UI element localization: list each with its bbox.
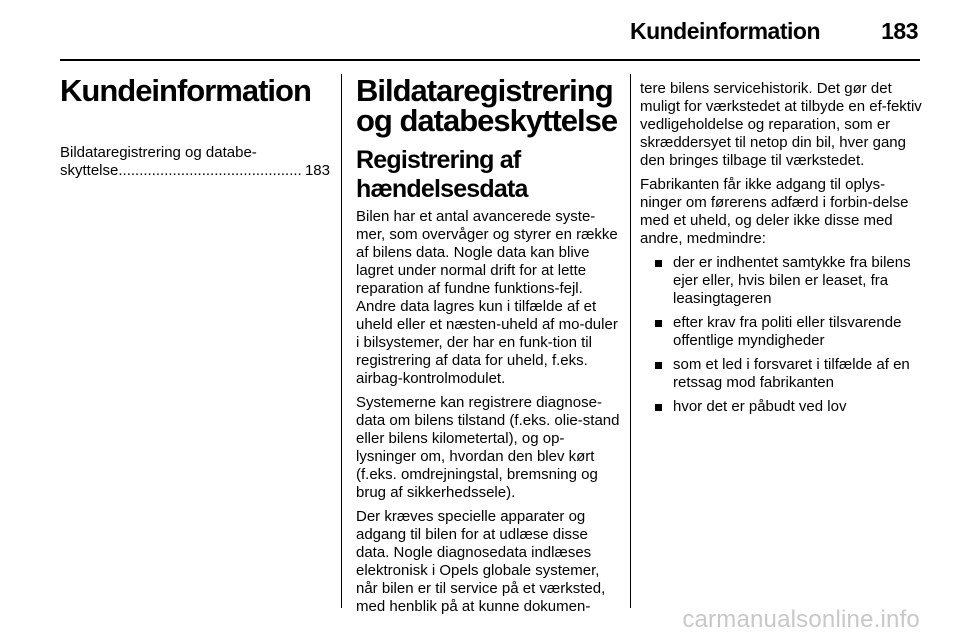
- running-header-title: Kundeinformation: [629, 18, 820, 44]
- toc-page-number: 183: [304, 162, 330, 179]
- bullet-list: [640, 254, 922, 416]
- column-main: [356, 66, 624, 622]
- toc-entry-line1: Bildataregistrering og databe-: [60, 144, 257, 161]
- paragraph: Systemerne kan registrere diagnose-data om bilens tilstand (f.eks. olie-stand eller bilens kilometertal), og op-lysninger om, hvordan den blev kørt (f.eks. omdrejningstal, bremsning og brug af sikkerhedssele).: [356, 394, 620, 501]
- column-divider-1: [341, 74, 342, 608]
- column-divider-2: [630, 74, 631, 608]
- bullet-square-icon: [655, 362, 662, 369]
- list-item: hvor det er påbudt ved lov: [640, 398, 922, 416]
- list-item: efter krav fra politi eller tilsvarende offentlige myndigheder: [640, 314, 922, 350]
- page-number: 183: [881, 18, 918, 44]
- toc-leader-dots: [118, 162, 303, 180]
- chapter-title: Kundeinformation: [60, 73, 311, 108]
- section-title: Bildataregistrering og databeskyttelse: [356, 73, 618, 138]
- column-continued: [640, 80, 922, 422]
- bullet-square-icon: [655, 260, 662, 267]
- list-item: der er indhentet samtykke fra bilens ejer eller, hvis bilen er leaset, fra leasingtageren: [640, 254, 922, 308]
- paragraph: tere bilens servicehistorik. Det gør det muligt for værkstedet at tilbyde en ef-fektiv vedligeholdelse og reparation, som er skræddersyet til netop din bil, hver gang den bringes tilbage til værkstedet.: [640, 80, 922, 169]
- bullet-square-icon: [655, 320, 662, 327]
- column-toc: [60, 66, 330, 180]
- toc-entry[interactable]: [60, 144, 330, 180]
- toc-entry-line2: skyttelse: [60, 162, 119, 179]
- bullet-square-icon: [655, 404, 662, 411]
- paragraph: Der kræves specielle apparater og adgang til bilen for at udlæse disse data. Nogle diagnosedata indlæses elektronisk i Opels globale systemer, når bilen er til service på et værksted, med henblik på at kunne dokumen-: [356, 508, 606, 615]
- paragraph: Fabrikanten får ikke adgang til oplys-ninger om førerens adfærd i forbin-delse med et uheld, og deler ikke disse med andre, medmindre:: [640, 176, 909, 247]
- subsection-title: Registrering af hændelsesdata: [356, 146, 528, 203]
- header-divider: [60, 59, 920, 61]
- paragraph: Bilen har et antal avancerede syste-mer, som overvåger og styrer en række af bilens data. Nogle data kan blive lagret under normal drift for at lette reparation af fundne funktions-fejl. Andre data lagres kun i tilfælde af et uheld eller et næsten-uheld af mo-duler i bilsystemer, der har en funk-tion til registrering af data for uheld, f.eks. airbag-kontrolmodulet.: [356, 208, 618, 387]
- list-item: som et led i forsvaret i tilfælde af en retssag mod fabrikanten: [640, 356, 922, 392]
- watermark: carmanualsonline.info: [682, 606, 920, 633]
